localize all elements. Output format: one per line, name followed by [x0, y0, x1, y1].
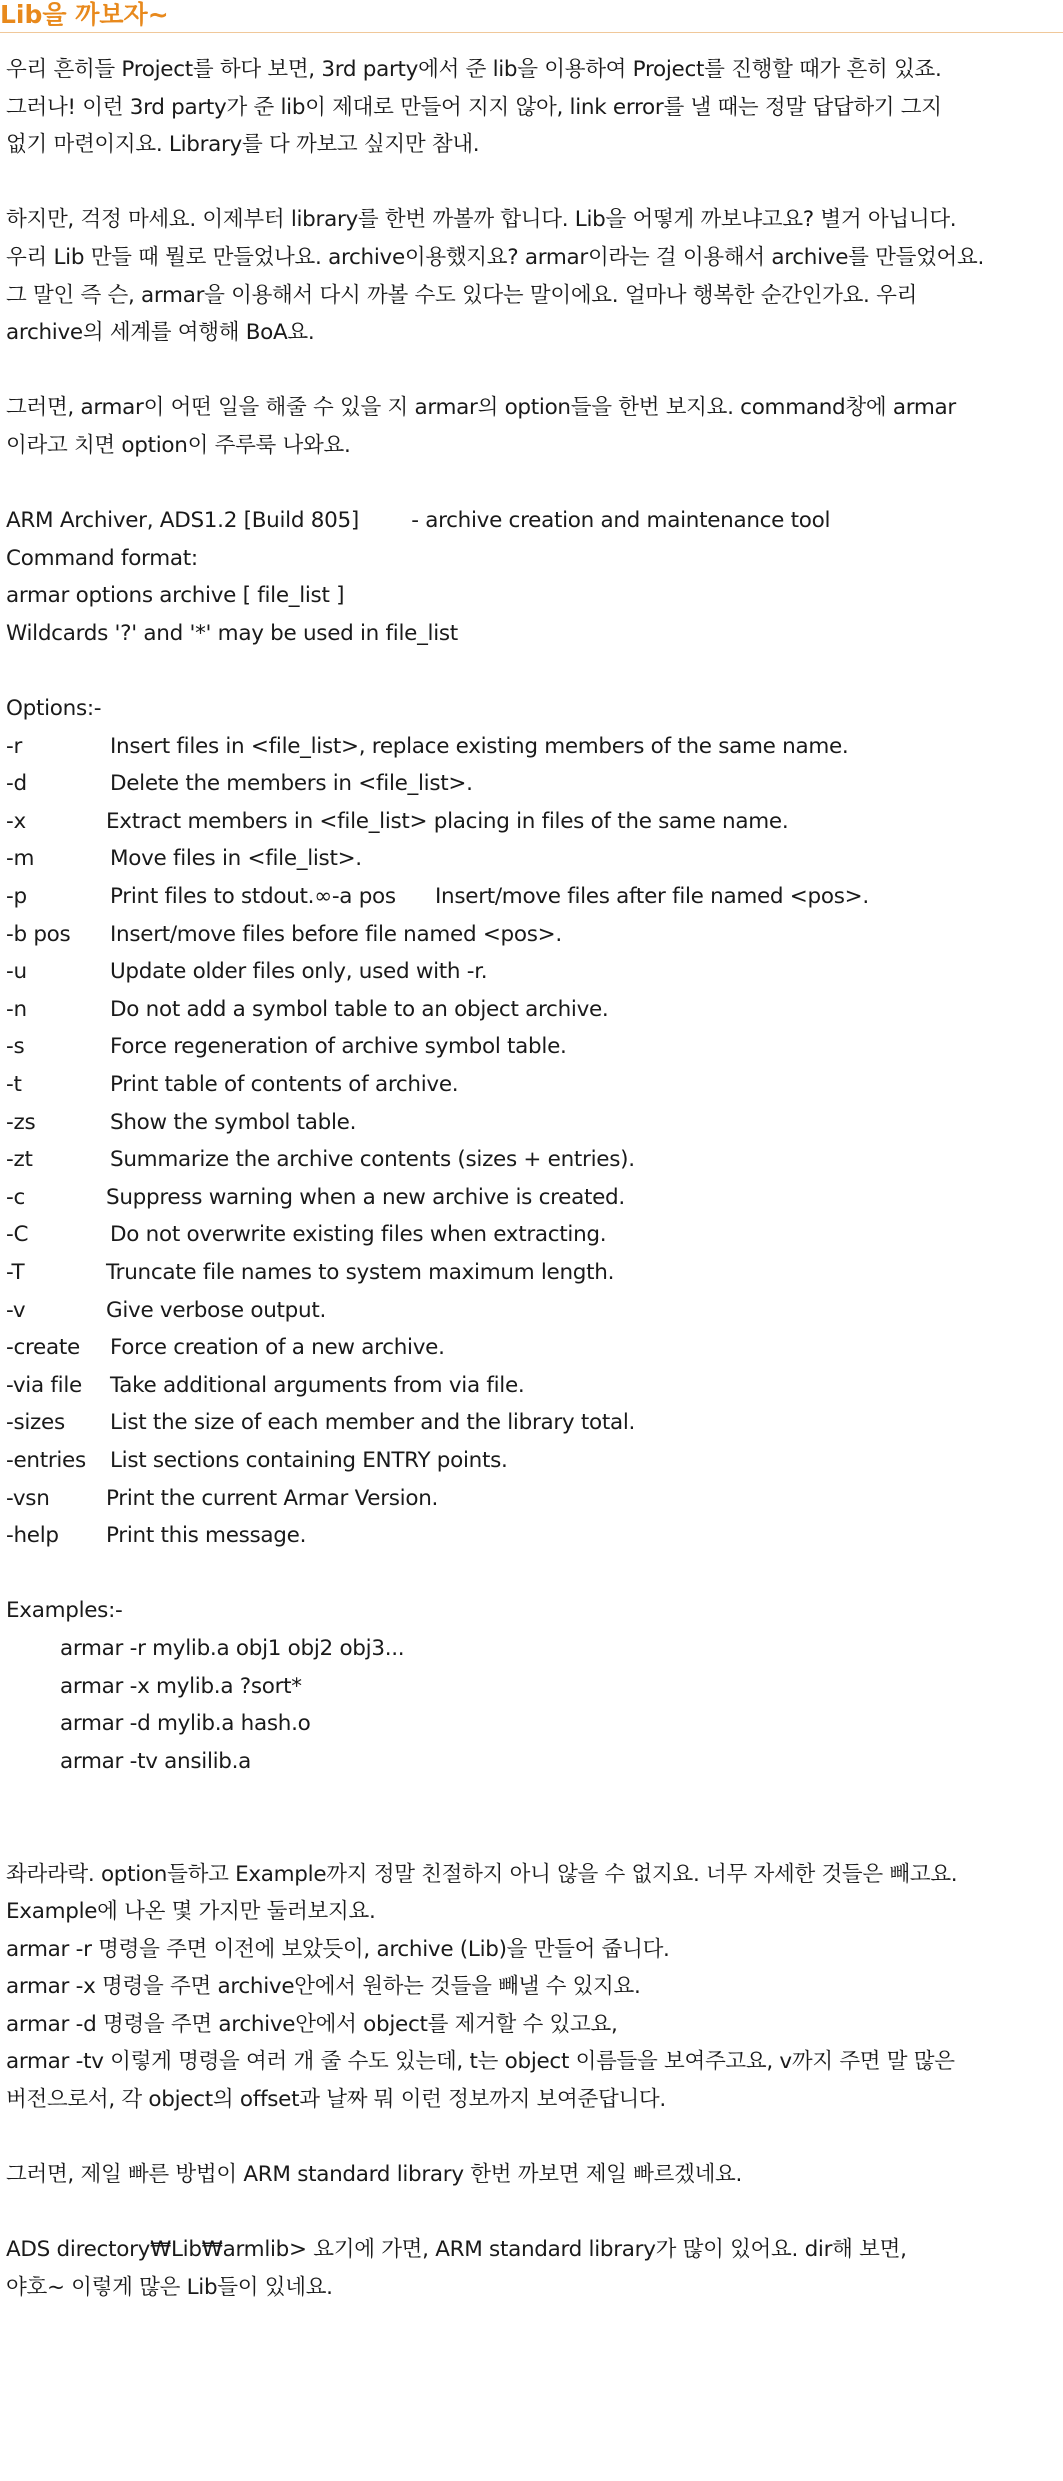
option-desc: Give verbose output.: [106, 1297, 327, 1323]
option-flag: -n: [6, 996, 27, 1022]
options-list: [6, 728, 1063, 1555]
option-desc: Print the current Armar Version.: [106, 1485, 439, 1511]
option-row: [6, 1292, 1063, 1330]
option-desc: Force regeneration of archive symbol table.: [110, 1034, 567, 1060]
text-line: 우리 흔히들 Project를 하다 보면, 3rd party에서 준 lib을 이용하여 Project를 진행할 때가 흔히 있죠.: [6, 57, 942, 82]
option-flag: -C: [6, 1222, 29, 1248]
header-line: Command format:: [6, 545, 198, 571]
option-desc: Update older files only, used with -r.: [110, 959, 488, 985]
option-desc: Do not overwrite existing files when extracting.: [110, 1222, 607, 1248]
option-flag: -entries: [6, 1447, 86, 1473]
option-desc: Insert files in <file_list>, replace existing members of the same name.: [110, 733, 849, 759]
option-desc: Print this message.: [106, 1523, 307, 1549]
text-line: 그러면, armar이 어떤 일을 해줄 수 있을 지 armar의 option들을 한번 보지요. command창에 armar: [6, 395, 956, 421]
option-desc: List the size of each member and the library total.: [110, 1410, 636, 1436]
option-row: [6, 1028, 1063, 1066]
option-desc: Extract members in <file_list> placing in files of the same name.: [106, 808, 789, 834]
text-line: 야호~ 이렇게 많은 Lib들이 있네요.: [6, 2275, 333, 2301]
header-line: Wildcards '?' and '*' may be used in file_list: [6, 620, 458, 646]
option-row: [6, 878, 1063, 916]
text-line: ADS directory₩Lib₩armlib> 요기에 가면, ARM standard library가 많이 있어요. dir해 보면,: [6, 2237, 907, 2263]
option-row: [6, 1329, 1063, 1367]
option-row: [6, 728, 1063, 766]
option-flag: -zt: [6, 1147, 33, 1173]
example-line: armar -x mylib.a ?sort*: [60, 1673, 302, 1699]
option-desc: Take additional arguments from via file.: [110, 1372, 525, 1398]
option-row: [6, 1179, 1063, 1217]
option-row: [6, 840, 1063, 878]
option-row: [6, 953, 1063, 991]
text-line: armar -tv 이렇게 명령을 여러 개 줄 수도 있는데, t는 object 이름들을 보여주고요, v까지 주면 말 많은: [6, 2049, 955, 2075]
option-desc: Summarize the archive contents (sizes + entries).: [110, 1147, 635, 1173]
text-line: 없기 마련이지요. Library를 다 까보고 싶지만 참내.: [6, 132, 480, 158]
option-desc: Truncate file names to system maximum length.: [106, 1260, 615, 1285]
text-line: 우리 Lib 만들 때 뭘로 만들었나요. archive이용했지요? armar이라는 걸 이용해서 archive를 만들었어요.: [6, 244, 985, 270]
example-line: armar -d mylib.a hash.o: [60, 1711, 311, 1737]
text-line: Example에 나온 몇 가지만 둘러보지요.: [6, 1899, 376, 1925]
option-desc: Suppress warning when a new archive is created.: [106, 1184, 625, 1210]
option-desc: Insert/move files before file named <pos>.: [110, 921, 562, 947]
example-line: armar -tv ansilib.a: [60, 1748, 252, 1774]
example-line: armar -r mylib.a obj1 obj2 obj3...: [60, 1635, 405, 1661]
text-line: 하지만, 걱정 마세요. 이제부터 library를 한번 까볼까 합니다. Lib을 어떻게 까보냐고요? 별거 아닙니다.: [6, 207, 957, 233]
option-flag: -t: [6, 1072, 22, 1098]
option-flag: -via file: [6, 1372, 82, 1398]
option-flag: -vsn: [6, 1485, 50, 1511]
option-row: [6, 1517, 1063, 1555]
header-line: armar options archive [ file_list ]: [6, 583, 345, 609]
option-flag: -d: [6, 771, 27, 797]
option-desc: List sections containing ENTRY points.: [110, 1447, 508, 1473]
option-row: [6, 765, 1063, 803]
option-flag: -p: [6, 884, 27, 910]
option-row: [6, 1104, 1063, 1142]
text-line: armar -r 명령을 주면 이전에 보았듯이, archive (Lib)을 만들어 줍니다.: [6, 1936, 670, 1962]
option-desc: Do not add a symbol table to an object archive.: [110, 996, 609, 1022]
option-row: [6, 1216, 1063, 1254]
text-line: 그 말인 즉 슨, armar을 이용해서 다시 까볼 수도 있다는 말이에요. 얼마나 행복한 순간인가요. 우리: [6, 282, 918, 308]
option-row: [6, 1404, 1063, 1442]
intro-paragraph: [6, 51, 1063, 164]
text-line: 그러나! 이런 3rd party가 준 lib이 제대로 만들어 지지 않아, link error를 낼 때는 정말 답답하기 그지: [6, 94, 942, 120]
paragraph-3: [6, 389, 1063, 464]
option-flag: -s: [6, 1034, 25, 1060]
option-row: [6, 1066, 1063, 1104]
option-flag: -T: [6, 1260, 25, 1285]
paragraph-4: [6, 1856, 1063, 2119]
option-flag: -m: [6, 846, 35, 872]
option-desc: Print table of contents of archive.: [110, 1072, 459, 1098]
option-flag: -create: [6, 1335, 80, 1361]
option-flag: -r: [6, 733, 22, 759]
option-row: [6, 1254, 1063, 1292]
option-row: [6, 1141, 1063, 1179]
option-desc: Move files in <file_list>.: [110, 846, 362, 872]
text-line: 이라고 치면 option이 주루룩 나와요.: [6, 432, 351, 458]
option-flag: -sizes: [6, 1410, 65, 1436]
option-row: [6, 1480, 1063, 1518]
article-title: Lib을 까보자~: [0, 0, 1063, 33]
option-row: [6, 991, 1063, 1029]
option-flag: -help: [6, 1523, 59, 1549]
option-desc: Force creation of a new archive.: [110, 1335, 445, 1361]
options-heading: Options:-: [6, 696, 102, 722]
option-desc: Print files to stdout.∞-a pos Insert/move files after file named <pos>.: [110, 884, 869, 910]
text-line: armar -x 명령을 주면 archive안에서 원하는 것들을 빼낼 수 있지요.: [6, 1974, 641, 2000]
option-flag: -zs: [6, 1109, 36, 1135]
option-row: [6, 803, 1063, 841]
option-flag: -b pos: [6, 921, 71, 947]
header-line: ARM Archiver, ADS1.2 [Build 805] - archive creation and maintenance tool: [6, 508, 831, 534]
text-line: armar -d 명령을 주면 archive안에서 object를 제거할 수 있고요,: [6, 2011, 618, 2037]
text-line: archive의 세계를 여행해 BoA요.: [6, 320, 315, 346]
option-row: [6, 1367, 1063, 1405]
option-flag: -u: [6, 959, 27, 985]
text-line: 좌라라락. option들하고 Example까지 정말 친절하지 아니 않을 수 없지요. 너무 자세한 것들은 빼고요.: [6, 1861, 958, 1887]
option-flag: -v: [6, 1297, 26, 1323]
option-row: [6, 1442, 1063, 1480]
paragraph-5: 그러면, 제일 빠른 방법이 ARM standard library 한번 까보면 제일 빠르겠네요.: [6, 2162, 743, 2188]
option-row: [6, 916, 1063, 954]
text-line: 버전으로서, 각 object의 offset과 날짜 뭐 이런 정보까지 보여준답니다.: [6, 2087, 666, 2113]
paragraph-6: [6, 2231, 1063, 2306]
paragraph-2: [6, 201, 1063, 351]
option-flag: -c: [6, 1184, 25, 1210]
armar-header: [6, 502, 1063, 652]
examples-list: [6, 1630, 1063, 1780]
option-desc: Delete the members in <file_list>.: [110, 771, 473, 797]
option-flag: -x: [6, 808, 26, 834]
examples-heading: Examples:-: [6, 1598, 123, 1624]
option-desc: Show the symbol table.: [110, 1109, 357, 1135]
